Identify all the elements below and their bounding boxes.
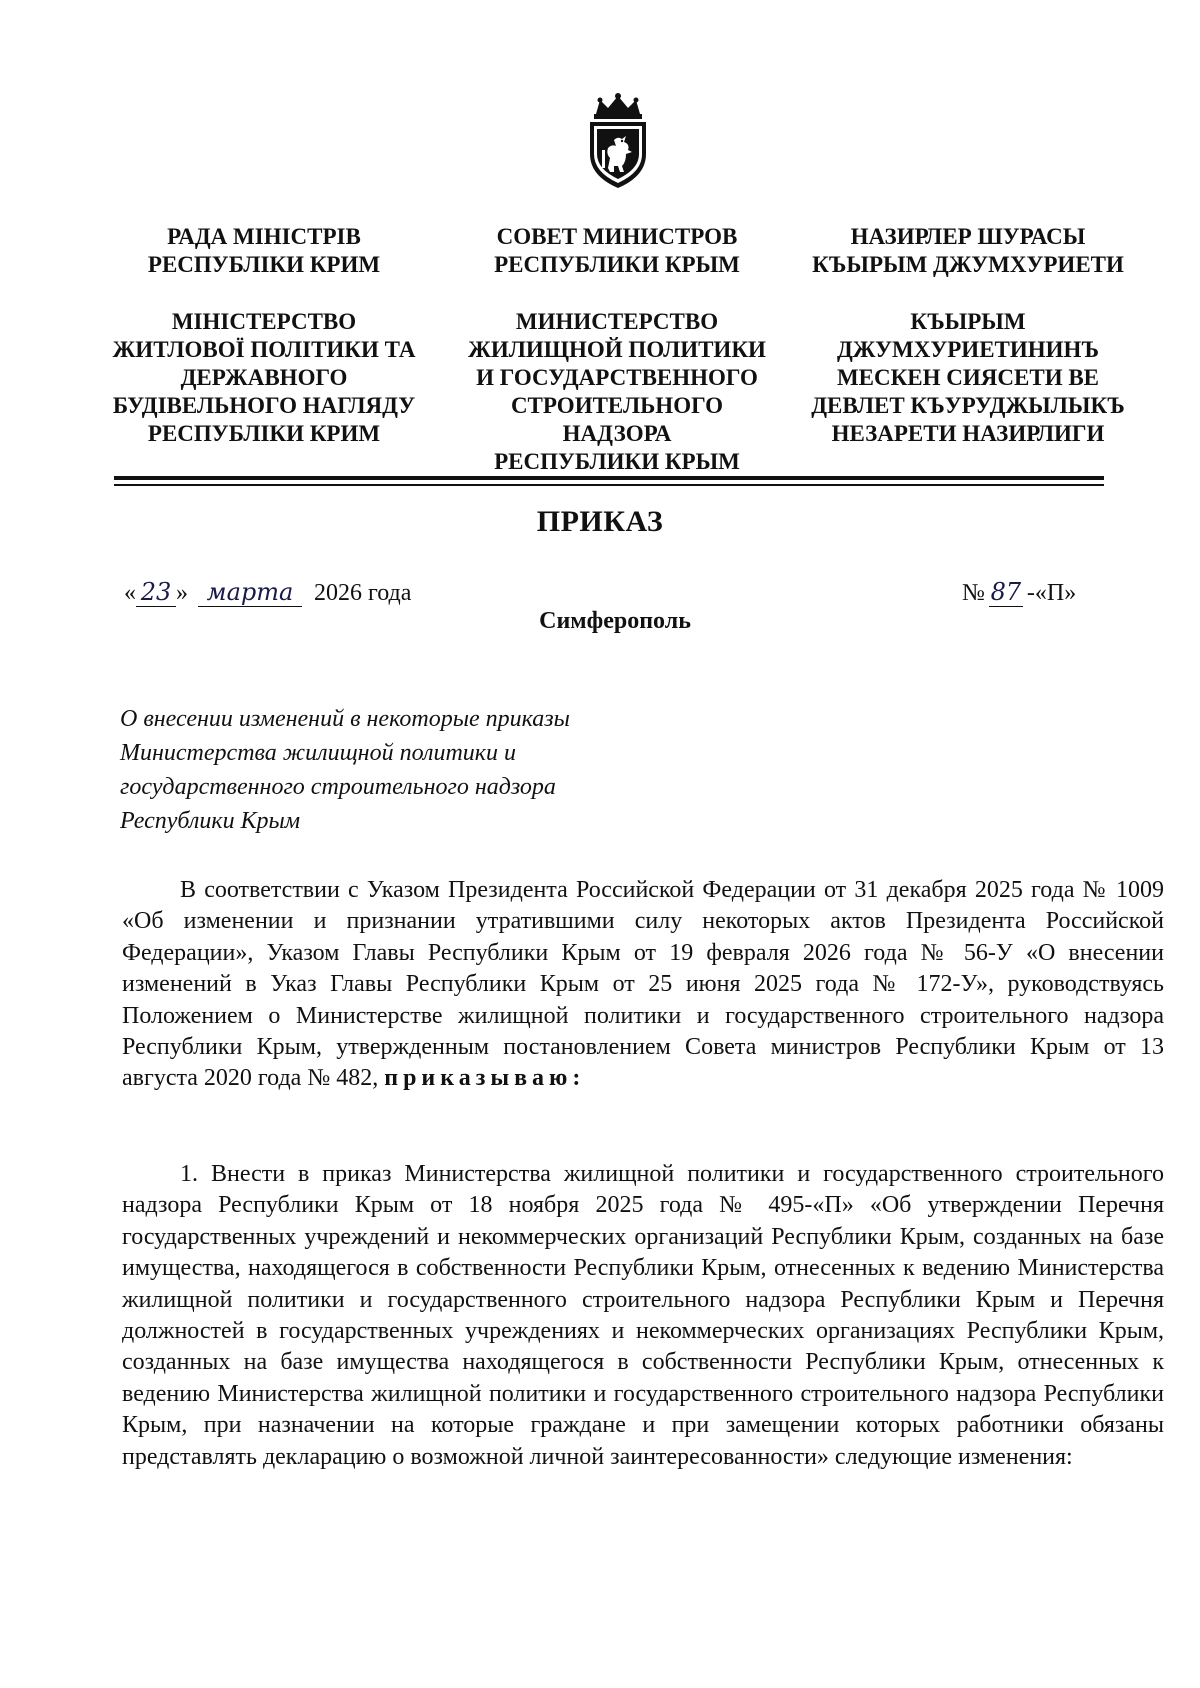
header-line: И ГОСУДАРСТВЕННОГО <box>476 365 758 390</box>
header-divider <box>114 476 1104 480</box>
header-government-ukrainian <box>86 223 442 279</box>
date-month: марта <box>198 578 302 607</box>
clause-1-text: 1. Внести в приказ Министерства жилищной политики и государственного строительного надзора Республики Крым от 18 ноября 2025 года № 495-«П» «Об утверждении Перечня государственных учреждений и некоммерческих организаций Республики Крым, созданных на базе имущества, находящегося в собственности Республики Крым, отнесенных к ведению Министерства жилищной политики и государственного строительного надзора Республики Крым и Перечня должностей в государственных учреждениях и некоммерческих организациях Республики Крым, созданных на базе имущества находящегося в собственности Республики Крым, отнесенных к ведению Министерства жилищной политики и государственного строительного надзора Республики Крым, при назначении на которые граждане и при замещении которых работники обязаны представлять декларацию о возможной личной заинтересованности» следующие изменения: <box>122 1161 1164 1470</box>
number-prefix: № <box>962 580 985 606</box>
header-line: РЕСПУБЛІКИ КРИМ <box>147 421 381 446</box>
subject-line: государственного строительного надзора <box>120 774 556 800</box>
order-command: приказываю: <box>384 1065 586 1092</box>
header-line: РЕСПУБЛИКИ КРЫМ <box>494 449 740 474</box>
date-quote-close: » <box>176 580 188 606</box>
document-number <box>962 578 1076 607</box>
header-line: СОВЕТ МИНИСТРОВ <box>496 224 738 249</box>
header-line: ЖИЛИЩНОЙ ПОЛИТИКИ <box>468 337 766 362</box>
header-line: ЖИТЛОВОЇ ПОЛІТИКИ ТА <box>112 337 416 362</box>
header-ministry-russian <box>445 308 789 476</box>
header-divider-thin <box>114 484 1104 486</box>
header-line: НЕЗАРЕТИ НАЗИРЛИГИ <box>831 421 1105 446</box>
number-suffix: -«П» <box>1026 580 1077 606</box>
header-line: НАДЗОРА <box>562 421 672 446</box>
date-day: 23 <box>136 578 176 607</box>
header-line: РЕСПУБЛИКИ КРЫМ <box>494 252 740 277</box>
header-ministry-crimean-tatar <box>790 308 1146 448</box>
document-date <box>124 578 411 607</box>
header-line: БУДІВЕЛЬНОГО НАГЛЯДУ <box>112 393 416 418</box>
header-line: ДЖУМХУРИЕТИНИНЪ <box>836 337 1100 362</box>
preamble-paragraph <box>122 875 1164 1095</box>
header-line: ДЕРЖАВНОГО <box>180 365 348 390</box>
header-line: МИНИСТЕРСТВО <box>515 309 719 334</box>
subject-line: О внесении изменений в некоторые приказы <box>120 706 570 732</box>
header-line: РАДА МІНІСТРІВ <box>167 224 361 249</box>
coat-of-arms-icon <box>586 92 650 190</box>
header-line: МЕСКЕН СИЯСЕТИ ВЕ <box>836 365 1100 390</box>
header-government-crimean-tatar <box>790 223 1146 279</box>
subject-line: Министерства жилищной политики и <box>120 740 517 766</box>
subject-line: Республики Крым <box>120 808 301 834</box>
header-ministry-ukrainian <box>86 308 442 448</box>
document-subject <box>120 702 570 838</box>
header-line: СТРОИТЕЛЬНОГО <box>510 393 724 418</box>
date-quote-open: « <box>124 580 136 606</box>
header-line: КЪЫРЫМ <box>910 309 1026 334</box>
number-value: 87 <box>990 578 1022 606</box>
document-title: ПРИКАЗ <box>536 505 664 538</box>
header-line: ДЕВЛЕТ КЪУРУДЖЫЛЫКЪ <box>811 393 1125 418</box>
header-line: РЕСПУБЛІКИ КРИМ <box>147 252 381 277</box>
document-city: Симферополь <box>539 608 691 634</box>
date-year: 2026 года <box>314 580 412 606</box>
preamble-text: В соответствии с Указом Президента Российской Федерации от 31 декабря 2025 года № 1009 «Об изменении и признании утратившими силу некоторых актов Президента Российской Федерации», Указом Главы Республики Крым от 19 февраля 2026 года № 56-У «О внесении изменений в Указ Главы Республики Крым от 25 июня 2025 года № 172-У», руководствуясь Положением о Министерстве жилищной политики и государственного строительного надзора Республики Крым, утвержденным постановлением Совета министров Республики Крым от 13 августа 2020 года № 482, <box>122 877 1164 1092</box>
clause-1-paragraph <box>122 1159 1164 1473</box>
header-line: НАЗИРЛЕР ШУРАСЫ <box>850 224 1086 249</box>
header-line: МІНІСТЕРСТВО <box>171 309 357 334</box>
header-government-russian <box>445 223 789 279</box>
header-line: КЪЫРЫМ ДЖУМХУРИЕТИ <box>812 252 1124 277</box>
